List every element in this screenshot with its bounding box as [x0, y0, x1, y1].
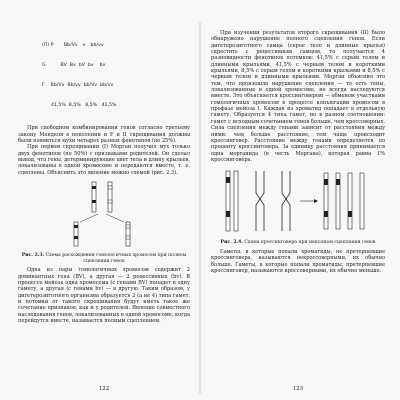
left-page	[18, 30, 190, 392]
figure-2-4	[218, 167, 378, 237]
chromosome-diagram	[44, 180, 164, 250]
page-number: 122	[98, 385, 110, 392]
paragraph: При изучении результатов второго скрещивания (II) было обнаружено нарушение полного сцепления генов. Если дигетерозиготного самца (серое тело и длинные крылья) скрестить с рецессивным самцом, то получается 4 разновидности фенотипов потомков: 41,5% с серым телом и длинными крыльями, 41,5% с черным телом и короткими крыльями, 8,5% с серым телом и короткими крыльями и 8,5% с черным телом и длинными крыльями. Морган объяснил это тем, что произошло нарушение сцепления — то есть гены, локализованные в одной хромосоме, не всегда наследуются вместе. Это объясняется кроссинговером — обменом участками гомологичных хромосом в процессе конъюгации хромосом в профазе мейоза I. Каждая из хроматид попадает в отдельную гамету. Образуется 4 типа гамет, но в разном соотношении: гамет с исходным сочетанием генов больше, чем кроссоверных. Сила сцепления между генами зависит от расстояния между ними: чем больше расстояние, тем чаще происходит кроссинговер. Расстояние между генами определяется по проценту кроссинговера. За единицу расстояния принимается одна морганида (в честь Моргана), которая равна 1% кроссинговера.	[211, 30, 385, 163]
figure-caption-label: Рис. 2.3.	[21, 253, 45, 259]
book-gutter	[198, 22, 202, 394]
cross-row: (П) P Bb/Vv × bb/vv	[42, 43, 104, 49]
figure-caption-label: Рис. 2.4.	[220, 240, 243, 246]
crossing-over-diagram	[218, 167, 378, 237]
cross-scheme	[42, 30, 190, 122]
page-number: 123	[292, 385, 304, 392]
paragraph: При первом скрещивании (I) Морган получил мух только двух фенотипов (по 50%) с признаками родителей. Он сделал вывод, что гены, детерминирующие цвет тела и длину крыльев, локализованы в одной хромосоме и передаются вместе, т. е. сцеплены. Объяснить это явление можно схемой (рис. 2.3).	[18, 144, 190, 176]
figure-caption-text: Схема расхождения гомологичных хромосом при полном сцеплении генов	[45, 253, 187, 264]
paragraph: Гаметы, в которые попали хроматиды, не претерпевшие кроссинговера, называются некроссоверными, их обычно больше. Гаметы, в которые попали хроматиды, претерпевшие кроссинговер, называются кроссоверными, их обычно меньше.	[211, 248, 385, 274]
figure-caption-text: Схема кроссинговера при неполном сцеплении генов	[244, 240, 376, 246]
figure-2-3	[44, 180, 164, 250]
cross-row: F Bb/Vv Bb/vv bb/Vv bb/vv	[42, 82, 114, 88]
right-page	[211, 30, 385, 392]
cross-row: G BV Bv bV bv bv	[42, 62, 106, 68]
paragraph: Одна из пары гомологичных хромосом содержит 2 доминантных гена (BV), а другая — 2 рецессивных (bv). В процессе мейоза одна хромосома (с генами BV) попадет в одну гамету, а другая (с генами bv) — в другую. Таким образом, у дигетерозиготного организма образуется 2 (а не 4) типа гамет, и потомки от такого скрещивания будут иметь такое же сочетание признаков, как и у родителей. Явление совместного наследования генов, локализованных в одной хромосоме, когда перейдутся вместе, называется полным сцеплением.	[18, 267, 190, 324]
paragraph: При свободном комбинировании генов согласно третьему закону Менделя в поколении и F и II скрещивания должны были появиться мухи четырех разных фенотипов (по 25%).	[18, 125, 190, 144]
cross-row: 41,5% 8,5% 8,5% 41,5%	[42, 102, 117, 108]
figure-caption	[18, 253, 190, 264]
figure-caption	[211, 240, 385, 246]
